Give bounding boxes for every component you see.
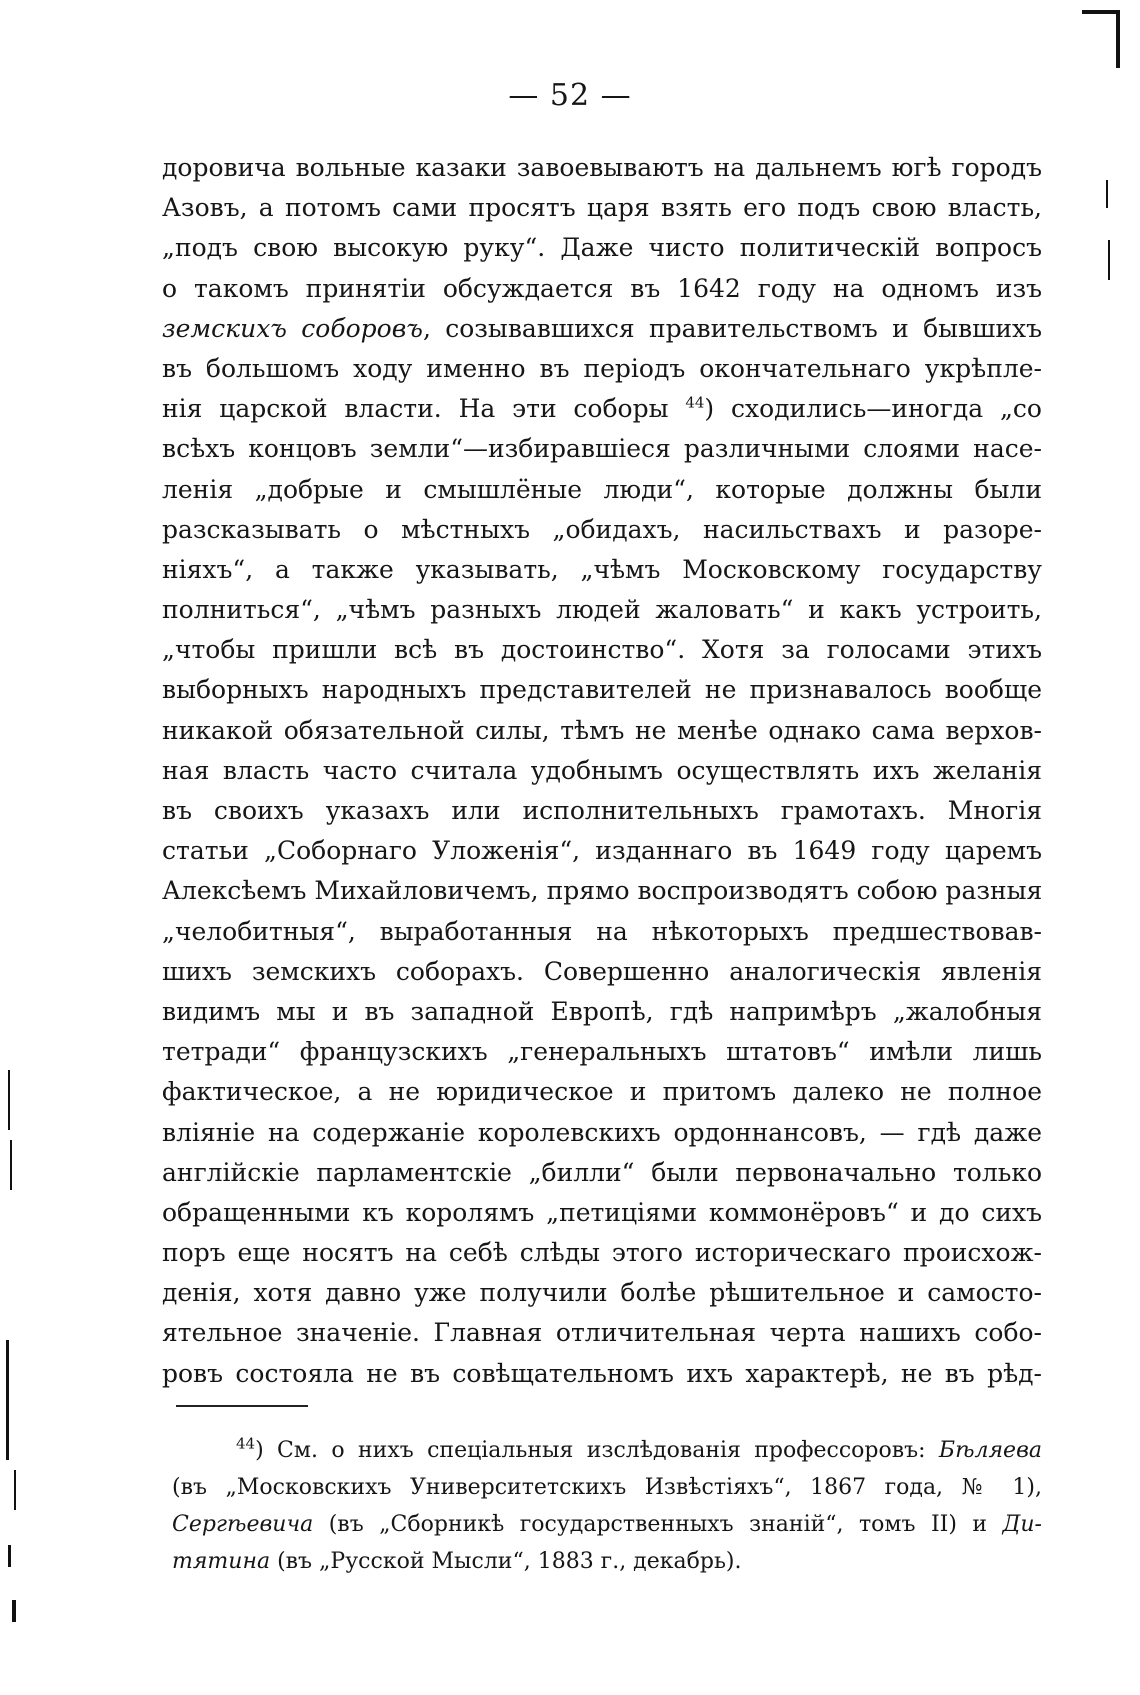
footnote-text: (въ „Русской Мысли“, 1883 г., декабрь). bbox=[270, 1549, 742, 1574]
text-fragment: нія царской власти. На эти соборы bbox=[162, 394, 686, 424]
footnote-line bbox=[172, 1506, 1042, 1543]
main-text bbox=[162, 148, 1042, 1394]
text-line: поръ еще носятъ на себѣ слѣды этого историческаго происхож- bbox=[162, 1238, 1042, 1268]
scan-edge-mark bbox=[1108, 240, 1110, 280]
text-line: въ большомъ ходу именно въ періодъ окончательнаго укрѣпле- bbox=[162, 353, 1042, 383]
text-fragment: ) сходились—иногда „со bbox=[704, 394, 1042, 424]
footnote-marker: 44 bbox=[236, 1434, 256, 1453]
text-line: „подъ свою высокую руку“. Даже чисто политическій вопросъ bbox=[162, 233, 1042, 263]
footnote-author: Бѣляева bbox=[938, 1438, 1042, 1463]
text-line: англійскіе парламентскіе „билли“ были первоначально только bbox=[162, 1157, 1042, 1187]
footnote-line bbox=[172, 1432, 1042, 1469]
text-line: фактическое, а не юридическое и притомъ далеко не полное bbox=[162, 1077, 1042, 1107]
page-number: — 52 — bbox=[508, 78, 632, 113]
text-line: вліяніе на содержаніе королевскихъ ордоннансовъ, — гдѣ даже bbox=[162, 1117, 1042, 1147]
scan-edge-mark bbox=[8, 1070, 10, 1130]
scan-edge-mark bbox=[10, 1140, 12, 1190]
text-line: ніяхъ“, а также указывать, „чѣмъ Московскому государству bbox=[162, 554, 1042, 584]
italic-term: земскихъ соборовъ bbox=[162, 313, 423, 343]
scan-edge-mark bbox=[1082, 10, 1120, 14]
text-line: ная власть часто считала удобнымъ осуществлять ихъ желанія bbox=[162, 755, 1042, 785]
text-line: тетради“ французскихъ „генеральныхъ штатовъ“ имѣли лишь bbox=[162, 1037, 1042, 1067]
scan-edge-mark bbox=[12, 1600, 16, 1622]
text-line bbox=[162, 309, 1042, 349]
text-line: разсказывать о мѣстныхъ „обидахъ, насильствахъ и разоре- bbox=[162, 514, 1042, 544]
text-line: Азовъ, а потомъ сами просятъ царя взять его подъ свою власть, bbox=[162, 193, 1042, 223]
footnote bbox=[172, 1432, 1042, 1580]
text-line: ровъ состояла не въ совѣщательномъ ихъ характерѣ, не въ рѣд- bbox=[162, 1358, 1042, 1388]
footnote-author: Сергѣевича bbox=[172, 1512, 314, 1537]
footnote-text: ) См. о нихъ спеціальныя изслѣдованія профессоровъ: bbox=[255, 1438, 939, 1463]
text-fragment: , созывавшихся правительствомъ и бывшихъ bbox=[422, 313, 1043, 343]
text-line: никакой обязательной силы, тѣмъ не менѣе однако сама верхов- bbox=[162, 715, 1042, 745]
text-line: ятельное значеніе. Главная отличительная черта нашихъ собо- bbox=[162, 1318, 1042, 1348]
footnote-author: Ди- bbox=[1002, 1512, 1042, 1537]
text-line: полниться“, „чѣмъ разныхъ людей жаловать“ и какъ устроить, bbox=[162, 595, 1042, 625]
footnote-divider bbox=[176, 1405, 308, 1407]
text-line: всѣхъ концовъ земли“—избиравшіеся различными слоями насе- bbox=[162, 434, 1042, 464]
text-line: „чтобы пришли всѣ въ достоинство“. Хотя за голосами этихъ bbox=[162, 635, 1042, 665]
footnote-reference[interactable]: 44 bbox=[685, 393, 705, 412]
footnote-line: (въ „Московскихъ Университетскихъ Извѣстіяхъ“, 1867 года, № 1), bbox=[172, 1475, 1042, 1500]
scan-edge-mark bbox=[14, 1470, 16, 1510]
text-line: денія, хотя давно уже получили болѣе рѣшительное и самосто- bbox=[162, 1278, 1042, 1308]
footnote-text: (въ „Сборникѣ государственныхъ знаній“, томъ II) и bbox=[313, 1512, 1003, 1537]
text-line: шихъ земскихъ соборахъ. Совершенно аналогическія явленія bbox=[162, 956, 1042, 986]
scan-edge-mark bbox=[6, 1340, 9, 1460]
footnote-author: тятина bbox=[172, 1549, 271, 1574]
footnote-line bbox=[172, 1543, 1042, 1580]
text-line: статьи „Соборнаго Уложенія“, изданнаго въ 1649 году царемъ bbox=[162, 836, 1042, 866]
scan-edge-mark bbox=[1106, 180, 1108, 208]
text-line: обращенными къ королямъ „петиціями коммонёровъ“ и до сихъ bbox=[162, 1197, 1042, 1227]
text-line: въ своихъ указахъ или исполнительныхъ грамотахъ. Многія bbox=[162, 796, 1042, 825]
text-line: „челобитныя“, выработанныя на нѣкоторыхъ предшествовав- bbox=[162, 916, 1042, 946]
text-line: ленія „добрые и смышлёные люди“, которые должны были bbox=[162, 474, 1042, 504]
text-line bbox=[162, 389, 1042, 429]
scan-edge-mark bbox=[1116, 10, 1120, 68]
scan-edge-mark bbox=[8, 1545, 11, 1567]
text-line: видимъ мы и въ западной Европѣ, гдѣ напримѣръ „жалобныя bbox=[162, 996, 1042, 1026]
text-line: Алексѣемъ Михайловичемъ, прямо воспроизводятъ собою разныя bbox=[162, 876, 1043, 906]
text-line: выборныхъ народныхъ представителей не признавалось вообще bbox=[162, 675, 1042, 705]
text-line: о такомъ принятіи обсуждается въ 1642 году на одномъ изъ bbox=[162, 273, 1042, 303]
text-line: доровича вольные казаки завоевываютъ на дальнемъ югѣ городъ bbox=[162, 153, 1042, 182]
